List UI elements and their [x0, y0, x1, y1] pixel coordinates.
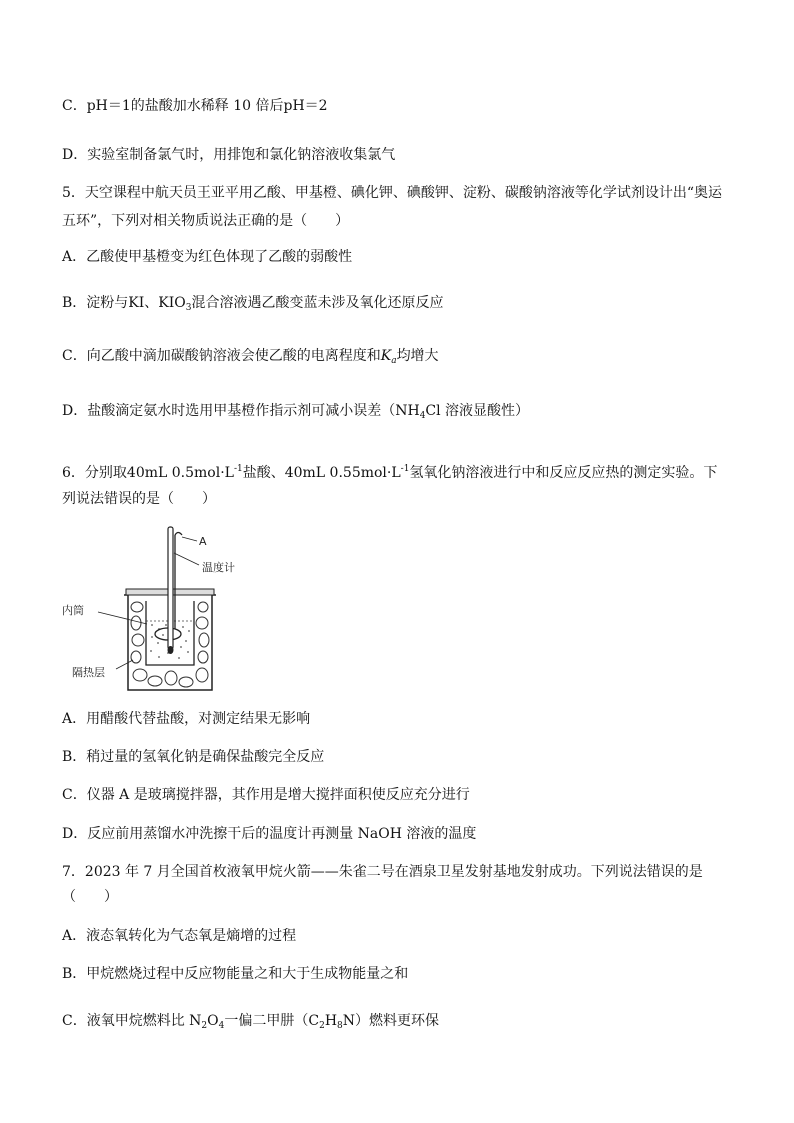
label-a: A: [199, 535, 207, 548]
question-7-line2: （ ）: [62, 889, 118, 905]
question-6-line2: 列说法错误的是（ ）: [62, 491, 216, 507]
option-4c: C．pH＝1的盐酸加水稀释 10 倍后pH＝2: [62, 98, 328, 114]
question-5-line2: 五环”，下列对相关物质说法正确的是（ ）: [62, 213, 350, 229]
question-7-line1: 7．2023 年 7 月全国首枚液氧甲烷火箭——朱雀二号在酒泉卫星发射基地发射成功。下列说法错误的是: [62, 864, 703, 880]
option-5c: C．向乙酸中滴加碳酸钠溶液会使乙酸的电离程度和$K_a$均增大: [62, 348, 439, 366]
option-6b: B．稍过量的氢氧化钠是确保盐酸完全反应: [62, 749, 325, 765]
option-7b: B．甲烷燃烧过程中反应物能量之和大于生成物能量之和: [62, 966, 409, 982]
option-5b: B．淀粉与KI、$KIO_3$混合溶液遇乙酸变蓝未涉及氧化还原反应: [62, 295, 444, 313]
question-5-line1: 5．天空课程中航天员王亚平用乙酸、甲基橙、碘化钾、碘酸钾、淀粉、碳酸钠溶液等化学试剂设计出“奥运: [62, 185, 723, 201]
label-thermometer: 温度计: [202, 561, 235, 574]
option-7c: C．液氧甲烷燃料比 $N_2O_4$一偏二甲肼$(C_2H_8N)$燃料更环保: [62, 1013, 440, 1031]
option-6c: C．仪器 A 是玻璃搅拌器，其作用是增大搅拌面积使反应充分进行: [62, 787, 470, 803]
option-5a: A．乙酸使甲基橙变为红色体现了乙酸的弱酸性: [62, 249, 353, 265]
option-4d: D．实验室制备氯气时，用排饱和氯化钠溶液收集氯气: [62, 147, 396, 163]
label-inner-cup: 内筒: [62, 604, 84, 617]
option-5d: D．盐酸滴定氨水时选用甲基橙作指示剂可减小误差（$NH_4Cl$ 溶液显酸性）: [62, 403, 530, 421]
option-7a: A．液态氧转化为气态氧是熵增的过程: [62, 928, 297, 944]
option-6d: D．反应前用蒸馏水冲洗擦干后的温度计再测量 NaOH 溶液的温度: [62, 826, 477, 842]
calorimeter-figure: [62, 525, 262, 695]
option-6a: A．用醋酸代替盐酸，对测定结果无影响: [62, 711, 311, 727]
label-insulation: 隔热层: [72, 666, 105, 679]
question-6-line1: 6．分别取40mL $0.5mol\cdot L^{-1}$盐酸、40mL $0.55mol\cdot L^{-1}$氢氧化钠溶液进行中和反应反应热的测定实验。下: [62, 464, 718, 481]
thermometer: [168, 527, 173, 649]
